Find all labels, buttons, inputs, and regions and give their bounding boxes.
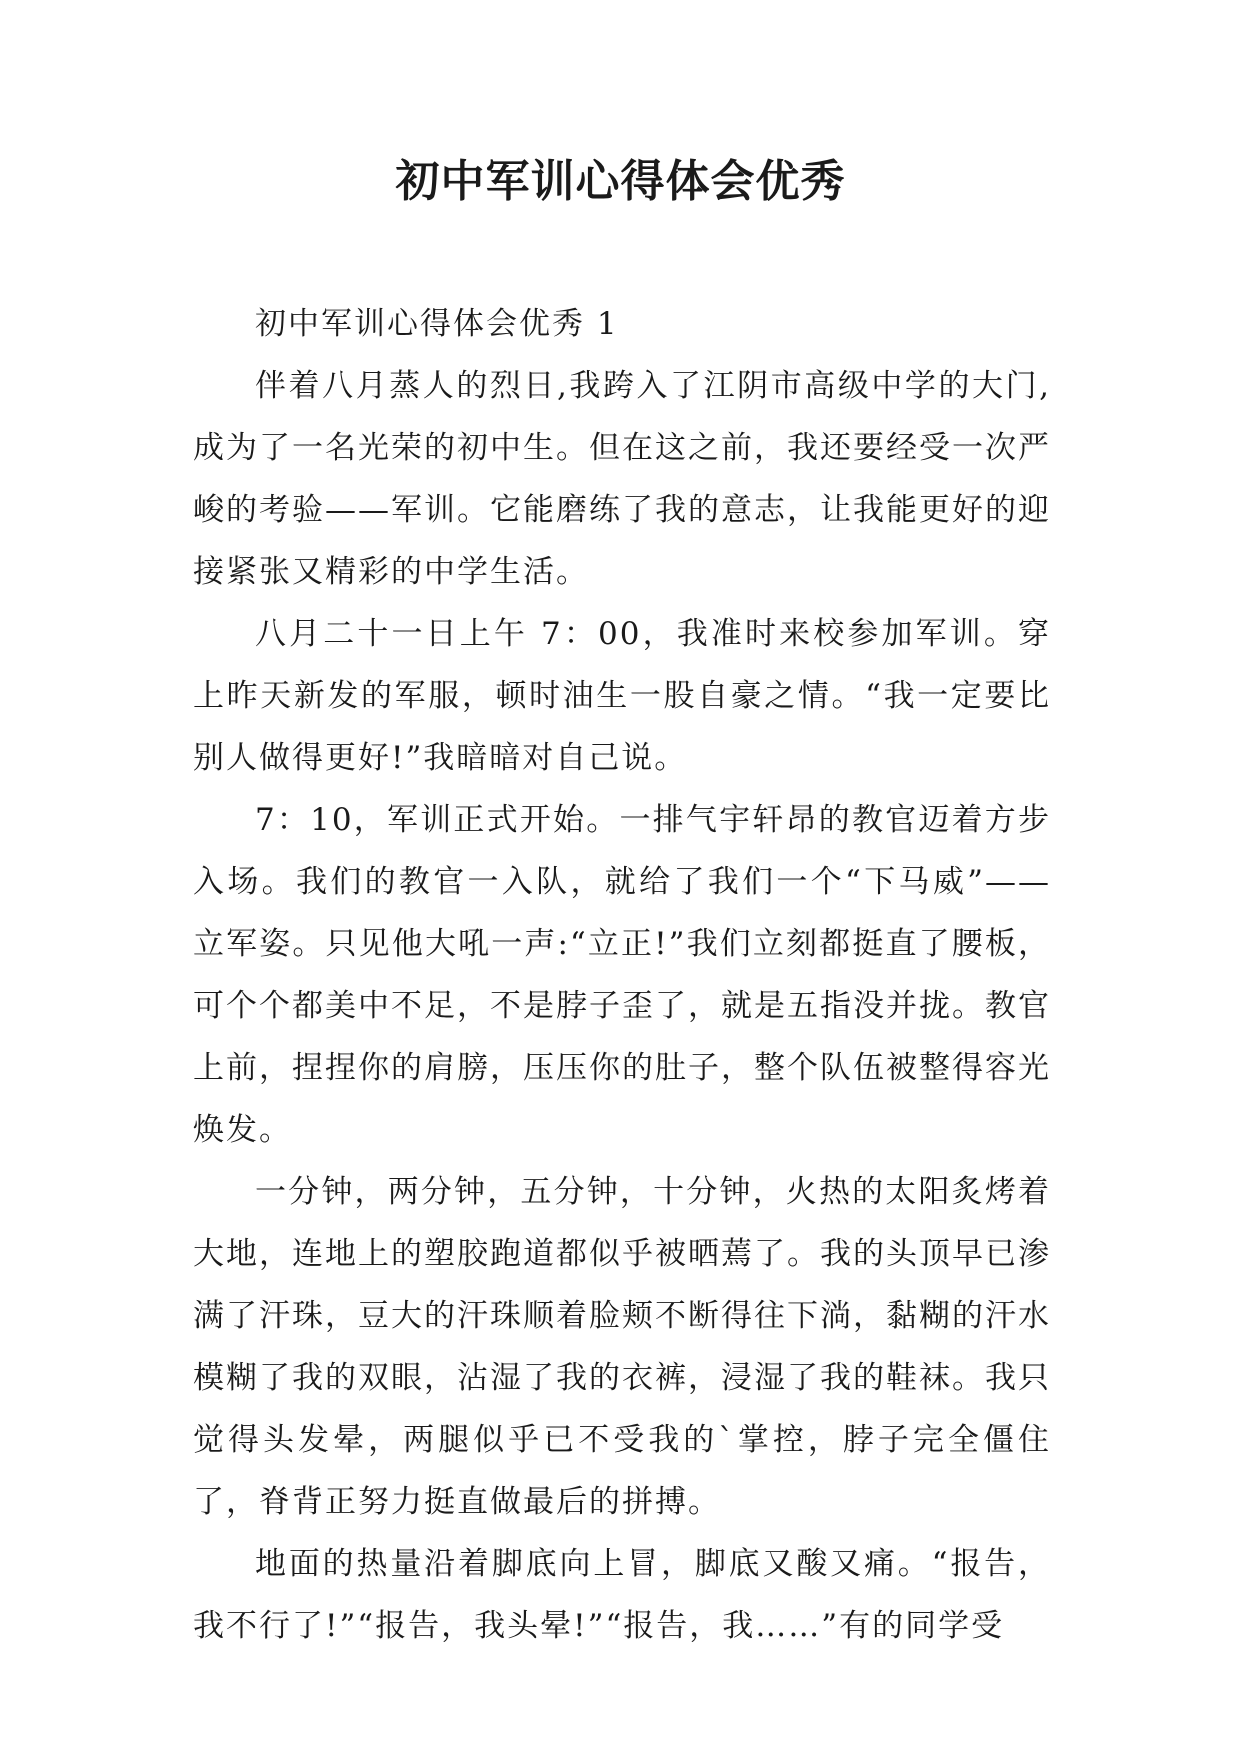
- paragraph-5: 地面的热量沿着脚底向上冒，脚底又酸又痛。“报告，我不行了!”“报告，我头晕!”“报告，我……”有的同学受: [193, 1546, 1051, 1644]
- section-heading: 初中军训心得体会优秀 1: [255, 306, 619, 342]
- paragraph-4: 一分钟，两分钟，五分钟，十分钟，火热的太阳炙烤着大地，连地上的塑胶跑道都似乎被晒蔫了。我的头顶早已渗满了汗珠，豆大的汗珠顺着脸颊不断得往下淌，黏糊的汗水模糊了我的双眼，沾湿了我的衣裤，浸湿了我的鞋袜。我只觉得头发晕，两腿似乎已不受我的`掌控，脖子完全僵住了，脊背正努力挺直做最后的拼搏。: [193, 1174, 1051, 1520]
- document-title: 初中军训心得体会优秀: [395, 156, 846, 207]
- paragraph-1: 伴着八月蒸人的烈日,我跨入了江阴市高级中学的大门,成为了一名光荣的初中生。但在这之前，我还要经受一次严峻的考验——军训。它能磨练了我的意志，让我能更好的迎接紧张又精彩的中学生活。: [193, 368, 1051, 590]
- document-body: [193, 293, 1051, 1657]
- paragraph-3: 7：10，军训正式开始。一排气宇轩昂的教官迈着方步入场。我们的教官一入队，就给了我们一个“下马威”——立军姿。只见他大吼一声:“立正!”我们立刻都挺直了腰板，可个个都美中不足，不是脖子歪了，就是五指没并拢。教官上前，捏捏你的肩膀，压压你的肚子，整个队伍被整得容光焕发。: [193, 802, 1051, 1148]
- paragraph-2: 八月二十一日上午 7：00，我准时来校参加军训。穿上昨天新发的军服，顿时油生一股自豪之情。“我一定要比别人做得更好!”我暗暗对自己说。: [193, 616, 1051, 776]
